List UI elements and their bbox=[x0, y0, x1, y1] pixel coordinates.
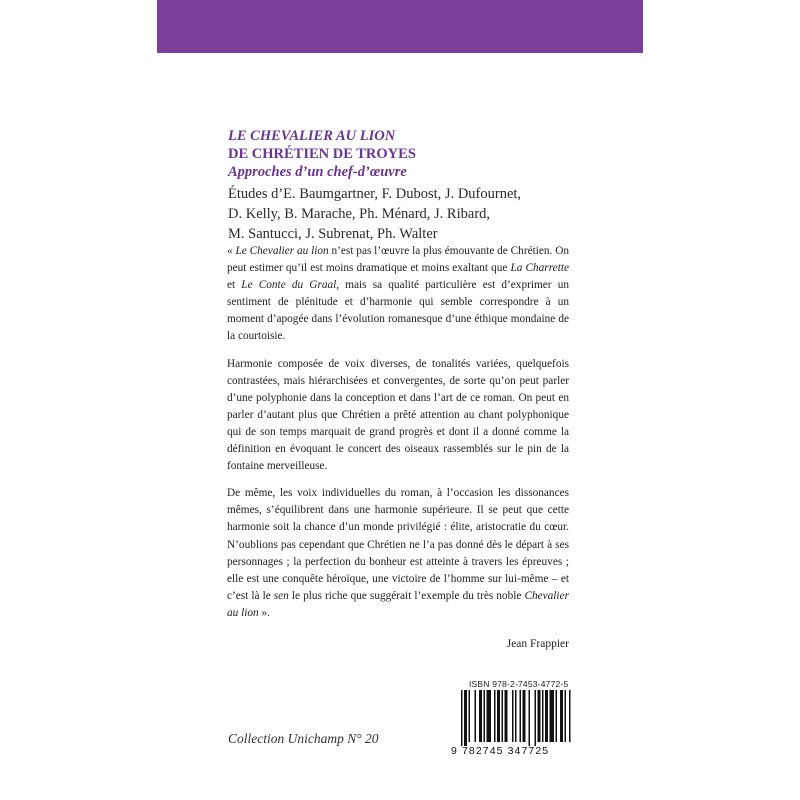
text-run: ». bbox=[258, 606, 270, 619]
text-run-italic: sen bbox=[273, 589, 289, 602]
blurb-paragraph-3 bbox=[227, 485, 569, 622]
text-run: « bbox=[227, 245, 236, 257]
text-run-italic: Le Conte du Graal bbox=[241, 279, 337, 292]
book-back-cover bbox=[157, 0, 643, 800]
blurb-paragraph-2: Harmonie composée de voix diverses, de tonalités variées, quelquefois contrastées, mais hiérarchisées et convergentes, de sorte qu’on peut parler d’une polyphonie dans la conception et dans l’art de ce roman. On peut en parler d’autant plus que Chrétien a prêté attention au chant polyphonique qui de son temps marquait de grand progrès et dont il a donné comme la définition en évoquant le concert des oiseaux rassemblés sur le pin de la fontaine merveilleuse. bbox=[227, 357, 569, 473]
text-run-italic: Chevalier au lion bbox=[227, 589, 569, 619]
barcode-digits: 9 782745 347725 bbox=[451, 745, 550, 757]
title-block bbox=[228, 127, 588, 244]
signature: Jean Frappier bbox=[506, 638, 569, 650]
blurb-paragraph-1 bbox=[227, 243, 569, 346]
text-run: et bbox=[227, 279, 242, 292]
barcode-icon bbox=[451, 690, 575, 746]
text-run: n’est pas l’œuvre la plus émouvante de Chrétien. On peut estimer qu’il est moins dramatique et moins exaltant que bbox=[227, 245, 569, 275]
text-run: , mais sa qualité particulière est d’exprimer un sentiment de plénitude et d’harmonie qui semble correspondre à un moment d’apogée dans l’évolution romanesque d’une éthique mondaine de la courtoisie. bbox=[227, 279, 570, 343]
text-run-italic: La Charrette bbox=[510, 262, 569, 275]
text-run-italic: Le Chevalier au lion bbox=[235, 245, 329, 257]
text-run: De même, les voix individuelles du roman, à l’occasion les dissonances mêmes, s’équilibrent dans une harmonie supérieure. Il se peut que cette harmonie soit la chance d’un monde privilégié : élite, aristocratie du cœur. N’oublions pas cependant que Chrétien ne l’a pas donné dès le départ à ses personnages ; la perfection du bonheur est atteinte à travers les épreuves ; elle est une conquête héroïque, une victoire de l’homme sur lui-même – et c’est là le bbox=[227, 487, 569, 602]
book-title: LE CHEVALIER AU LION bbox=[228, 128, 396, 144]
blurb-text bbox=[227, 243, 569, 632]
authors-line: Études d’E. Baumgartner, F. Dubost, J. Dufournet, bbox=[228, 186, 522, 202]
book-subtitle: DE CHRÉTIEN DE TROYES bbox=[228, 146, 416, 162]
authors-list bbox=[228, 184, 588, 244]
authors-line: M. Santucci, J. Subrenat, Ph. Walter bbox=[228, 226, 438, 242]
text-run: le plus riche que suggérait l’exemple du très noble bbox=[288, 589, 525, 602]
collection-label: Collection Unichamp N° 20 bbox=[228, 731, 379, 746]
isbn-label: ISBN 978-2-7453-4772-5 bbox=[469, 679, 569, 689]
book-tagline: Approches d’un chef-d’œuvre bbox=[228, 164, 407, 180]
authors-line: D. Kelly, B. Marache, Ph. Ménard, J. Ribard, bbox=[228, 206, 491, 222]
barcode-block bbox=[451, 679, 575, 763]
top-color-band bbox=[157, 0, 643, 53]
